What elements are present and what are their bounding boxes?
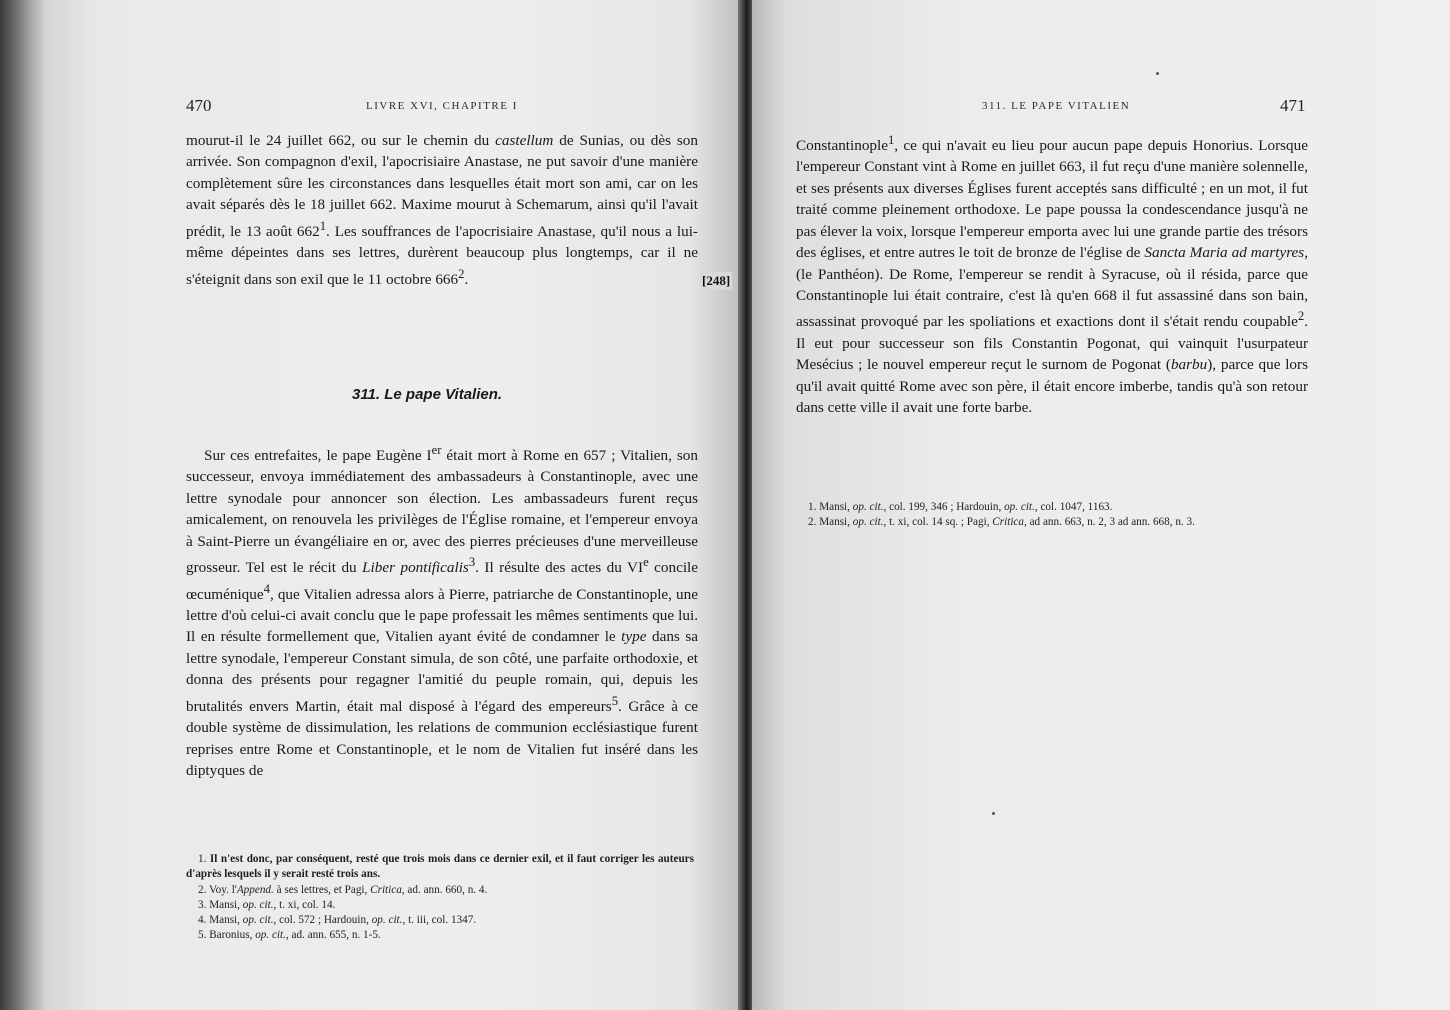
footnote-italic: op. cit. [255,929,286,942]
text-run: Constantinople [796,137,888,155]
footnotes-right [796,500,1304,531]
footnote-text: , t. xi, col. 14 sq. ; Pagi, [883,516,993,529]
footnote-number: 4. [198,914,207,927]
footnote-italic: op. cit. [242,914,274,927]
paragraph-main [186,440,698,781]
text-run: . Il résulte des actes du VI [475,559,644,577]
text-run: . Les souffrances de l'apocrisiaire Anastase, qu'il nous a lui-même dépeintes dans ses lettres, durèrent beaucoup plus longtemps, car il ne s'éteignit dans son exil que le 11 octobre 666 [186,222,698,288]
speck [1156,72,1159,75]
italic-term: type [621,628,647,646]
running-head-left: LIVRE XVI, CHAPITRE I [366,100,518,112]
footnote-text: Mansi, [819,516,853,529]
right-page [752,0,1450,1010]
italic-term: castellum [495,132,554,149]
text-run: concile œcuménique [186,559,699,603]
footnote-text: Baronius, [209,929,256,942]
text-run: dans sa lettre synodale, l'empereur Constant simula, de son côté, une parfaite orthodoxie, et donna des présents pour regagner l'amitié du peuple romain, qui, depuis les brutalités envers Martin, était mal disposé à l'égard des empereurs [186,628,698,715]
footnote-text: , t. iii, col. 1347. [402,914,477,927]
footnote-text: , t. xi, col. 14. [273,898,336,911]
footnote-number: 3. [198,898,207,911]
footnote-italic: op. cit. [242,898,274,911]
footnote-number: 2. [808,516,817,529]
left-page [44,0,744,1010]
footnote-number: 1. [198,853,207,865]
text-run: , (le Panthéon). De Rome, l'empereur se rendit à Syracuse, où il résida, parce que Constantinople lui était contraire, c'est là qu'en 668 il fut assassiné dans son bain, assassinat provoqué par les spoliations et exactions dont il s'était rendu coupable [796,244,1308,331]
footnote-text: , col. 572 ; Hardouin, [273,914,372,927]
footnote-text: Mansi, [209,898,243,911]
text-run: . Il eut pour successeur son fils Constantin Pogonat, qui vainquit l'usurpateur Mesécius ; le nouvel empereur reçut le surnom de Pogonat ( [796,313,1308,374]
text-run: de Sunias, ou dès son arrivée. Son compagnon d'exil, l'apocrisiaire Anastase, ne put savoir d'une manière complètement sûre les circonstances dans lesquelles était mort son ami, car on les avait séparés dès le 18 juillet 662. Maxime mourut à Schemarum, ainsi qu'il l'avait prédit, le 13 août 662 [186,132,698,240]
footnote-text: Mansi, [209,914,243,927]
footnote-text: , col. 1047, 1163. [1034,501,1113,513]
footnote-ref: 2 [1297,309,1305,324]
paragraph-continuation [186,130,698,290]
footnote-item [186,898,694,913]
superscript: er [431,443,442,457]
footnote-text: , col. 199, 346 ; Hardouin, [883,501,1005,513]
footnote-italic: Append. [236,883,274,896]
footnote-text: Mansi, [819,501,853,513]
footnote-number: 1. [808,501,817,513]
text-run: mourut-il le 24 juillet 662, ou sur le chemin du [186,132,496,149]
footnote-text: , ad ann. 663, n. 2, 3 ad ann. 668, n. 3. [1024,516,1195,529]
footnote-text: Voy. l' [209,883,237,896]
footnote-ref: 4 [263,581,270,596]
footnote-text: à ses lettres, et Pagi, [273,883,371,896]
text-run: . [464,270,469,288]
italic-term: Sancta Maria ad martyres [1144,244,1305,262]
text-run: . Grâce à ce double système de dissimulation, les relations de communion ecclésiastique furent reprises entre Rome et Constantinople, et le nom de Vitalien fut inséré dans les diptyques de [186,697,698,779]
text-run: ), parce que lors qu'il avait quitté Rome avec son père, il était encore imberbe, tandis qu'à son retour dans cette ville il avait une forte barbe. [796,356,1308,416]
margin-page-mark: [248] [702,273,731,288]
footnote-item [186,883,694,898]
footnote-item [796,500,1304,515]
footnote-number: 5. [198,929,207,942]
footnote-text: , ad. ann. 655, n. 1-5. [285,929,381,942]
page-number-right: 471 [1280,96,1306,115]
footnote-number: 2. [198,883,207,896]
footnote-text: , ad. ann. 660, n. 4. [401,883,488,896]
italic-term: barbu [1170,356,1208,374]
footnote-italic: op. cit. [1004,501,1035,513]
footnote-italic: Critica [370,883,402,896]
italic-term: Liber pontificalis [362,559,469,577]
footnote-italic: op. cit. [371,914,403,927]
footnote-text: Il n'est donc, par conséquent, resté que trois mois dans ce dernier exil, et il faut corriger les auteurs d'après lesquels il y serait resté trois ans. [186,853,694,881]
running-head-right: 311. LE PAPE VITALIEN [982,100,1131,112]
footnote-item [186,928,694,943]
text-run: Sur ces entrefaites, le pape Eugène I [204,447,432,465]
section-heading: 311. Le pape Vitalien. [352,386,503,403]
footnote-ref: 2 [458,266,465,281]
footnote-item [186,913,694,928]
paragraph-right [796,130,1308,418]
footnote-ref: 1 [319,218,327,233]
speck [992,812,995,815]
footnote-italic: Critica [992,516,1024,529]
text-run: , ce qui n'avait eu lieu pour aucun pape depuis Honorius. Lorsque l'empereur Constant vint à Rome en juillet 663, il fut reçu d'une manière solennelle, et ses présents aux diverses Églises furent acceptés sans difficulté ; en un mot, il fut traité comme pleinement orthodoxe. Le pape poussa la condescendance jusqu'à ne pas élever la voix, lorsque l'empereur emporta avec lui une grande partie des trésors des églises, et entre autres le toit de bronze de l'église de [796,137,1308,262]
footnote-italic: op. cit. [852,516,884,529]
footnotes-left [186,852,694,944]
text-run: , que Vitalien adressa alors à Pierre, patriarche de Constantinople, une lettre d'où celui-ci avait conclu que le pape professait les mêmes sentiments que lui. Il en résulte formellement que, Vitalien ayant évité de condamner le [186,585,698,646]
footnote-ref: 1 [887,133,895,147]
footnote-item [186,852,694,883]
footnote-ref: 5 [611,693,619,708]
text-run: était mort à Rome en 657 ; Vitalien, son successeur, envoya immédiatement des ambassadeurs à Constantinople, avec une lettre synodale pour annoncer son élection. Les ambassadeurs furent reçus amicalement, on renouvela les privilèges de l'Église romaine, et l'empereur envoya à Saint-Pierre un évangéliaire en or, avec des pierres précieuses d'une merveilleuse grosseur. Tel est le récit du [186,447,698,577]
footnote-item [796,515,1304,530]
footnote-italic: op. cit. [852,501,884,513]
superscript: e [643,555,649,570]
page-number-left: 470 [186,96,212,115]
footnote-ref: 3 [468,555,476,570]
book-edge [0,0,44,1010]
